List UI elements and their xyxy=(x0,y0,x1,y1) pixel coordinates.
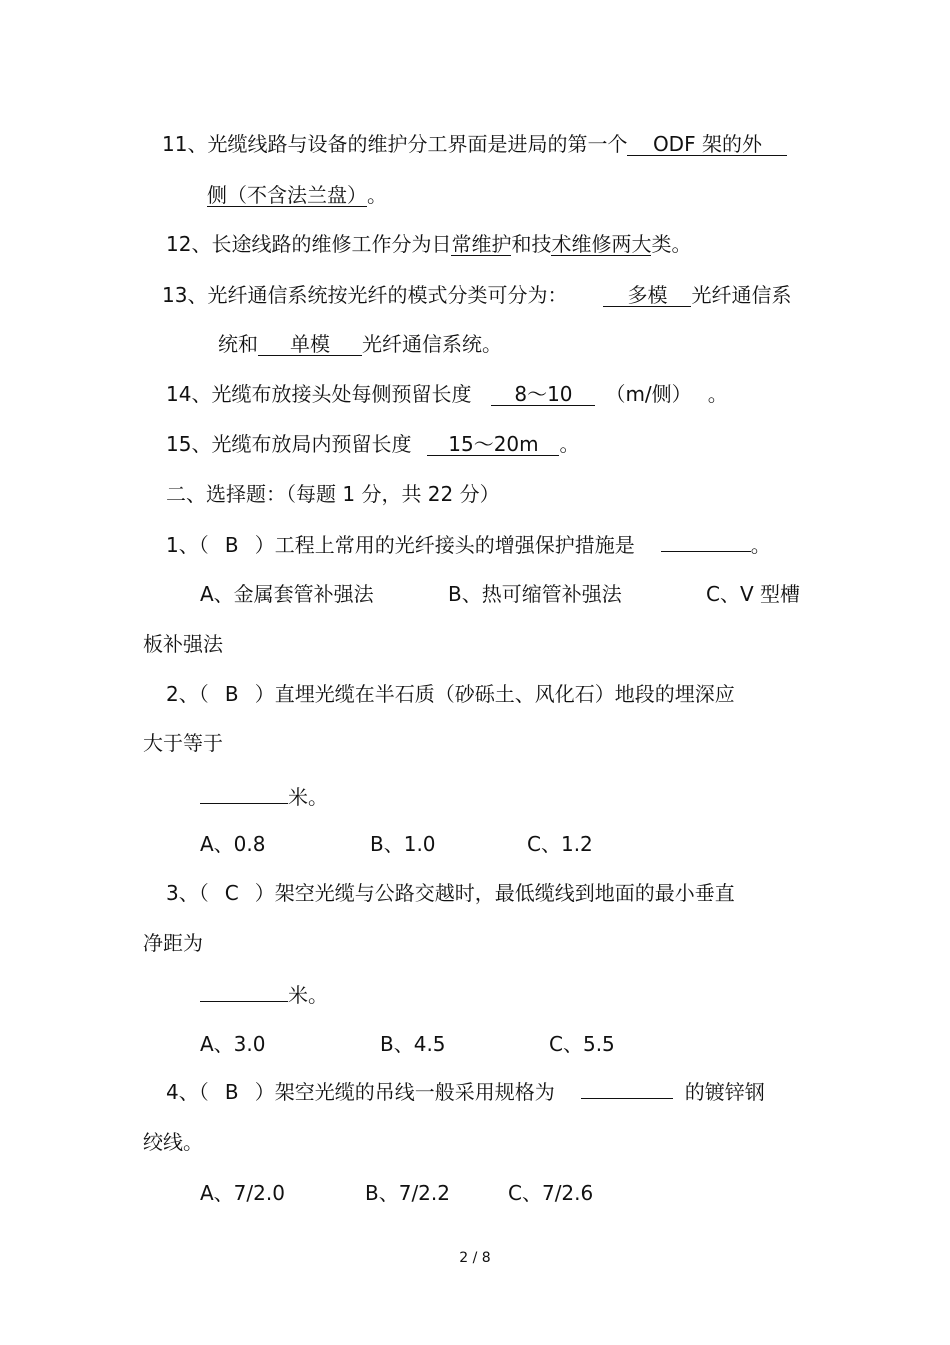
question-wrap: 净距为 xyxy=(143,931,203,955)
unit-text: 米。 xyxy=(288,983,328,1007)
paren: （ xyxy=(198,1080,209,1104)
question-15 xyxy=(166,432,579,456)
blank-line xyxy=(200,785,288,804)
question-14 xyxy=(166,382,728,406)
option-b: B、7/2.2 xyxy=(365,1181,450,1205)
question-text: 直埋光缆在半石质（砂砾土、风化石）地段的埋深应 xyxy=(274,682,735,706)
option-c: C、1.2 xyxy=(527,832,593,856)
paren: （ xyxy=(198,881,209,905)
paren: （ xyxy=(198,682,209,706)
question-wrap: 大于等于 xyxy=(143,731,223,755)
question-13-line-1 xyxy=(162,283,791,307)
option-a: A、7/2.0 xyxy=(200,1181,285,1205)
answer-blank: 常维护 xyxy=(451,232,512,256)
question-11-line-1 xyxy=(162,132,787,156)
option-b: B、热可缩管补强法 xyxy=(448,582,622,606)
paren: （ xyxy=(198,533,209,557)
section-title: 二、选择题：（每题 1 分，共 22 分） xyxy=(166,482,500,506)
blank-row xyxy=(200,785,328,809)
question-number: 12、 xyxy=(166,232,212,256)
choice-question-1 xyxy=(166,533,771,557)
question-text: 架空光缆的吊线一般采用规格为 xyxy=(274,1080,555,1104)
option-a: A、3.0 xyxy=(200,1032,266,1056)
choice-answer: B xyxy=(224,1080,239,1104)
question-number: 4、 xyxy=(166,1080,199,1104)
choice-question-4 xyxy=(166,1080,765,1104)
paren: ） xyxy=(254,1080,275,1104)
option-c: C、V 型槽 xyxy=(706,582,801,606)
question-number: 15、 xyxy=(166,432,212,456)
choice-answer: B xyxy=(224,682,239,706)
question-text: （m/侧） xyxy=(605,382,692,406)
unit-text: 米。 xyxy=(288,785,328,809)
question-text-end: 类。 xyxy=(651,232,692,256)
question-text-end: 。 xyxy=(559,432,580,456)
paren: ） xyxy=(254,533,275,557)
question-text: 光纤通信系 xyxy=(691,283,792,307)
question-number: 1、 xyxy=(166,533,199,557)
option-b: B、4.5 xyxy=(380,1032,446,1056)
answer-blank: 8～10 xyxy=(491,383,595,406)
question-text: 光缆布放接头处每侧预留长度 xyxy=(211,382,472,406)
question-13-line-2 xyxy=(218,332,502,356)
choice-question-2 xyxy=(166,682,735,706)
answer-blank: 术维修两大 xyxy=(551,232,652,256)
answer-blank: 单模 xyxy=(258,333,362,356)
option-a: A、0.8 xyxy=(200,832,266,856)
question-text-end: 。 xyxy=(750,533,771,557)
question-text: 光纤通信系统按光纤的模式分类可分为： xyxy=(207,283,568,307)
option-a: A、金属套管补强法 xyxy=(200,582,374,606)
option-b: B、1.0 xyxy=(370,832,436,856)
question-text: 架空光缆与公路交越时，最低缆线到地面的最小垂直 xyxy=(274,881,735,905)
blank-line xyxy=(581,1080,673,1099)
page-number: 2 / 8 xyxy=(459,1250,491,1266)
answer-blank: 15～20m xyxy=(427,433,559,456)
question-number: 14、 xyxy=(166,382,212,406)
question-number: 2、 xyxy=(166,682,199,706)
question-text: 统和 xyxy=(218,332,258,356)
question-text-end: 。 xyxy=(707,382,728,406)
question-text: 工程上常用的光纤接头的增强保护措施是 xyxy=(274,533,635,557)
option-c-wrap: 板补强法 xyxy=(143,632,223,656)
question-text: 的镀锌钢 xyxy=(684,1080,765,1104)
question-12 xyxy=(166,232,691,256)
blank-line xyxy=(661,533,751,552)
question-number: 3、 xyxy=(166,881,199,905)
blank-row xyxy=(200,983,328,1007)
choice-question-3 xyxy=(166,881,735,905)
choice-answer: B xyxy=(224,533,239,557)
paren: ） xyxy=(254,881,275,905)
question-text: 长途线路的维修工作分为日 xyxy=(211,232,452,256)
question-text-end: 。 xyxy=(367,183,387,207)
question-text: 光缆线路与设备的维护分工界面是进局的第一个 xyxy=(207,132,628,156)
answer-blank: 侧（不含法兰盘） xyxy=(207,183,367,207)
choice-answer: C xyxy=(224,881,239,905)
blank-line xyxy=(200,983,288,1002)
question-number: 11、 xyxy=(162,132,208,156)
question-number: 13、 xyxy=(162,283,208,307)
option-c: C、7/2.6 xyxy=(508,1181,594,1205)
question-text: 光缆布放局内预留长度 xyxy=(211,432,412,456)
answer-blank: 多模 xyxy=(603,284,691,307)
question-text: 和技 xyxy=(511,232,552,256)
answer-blank: ODF 架的外 xyxy=(627,133,787,156)
question-11-line-2 xyxy=(207,183,387,207)
question-wrap: 绞线。 xyxy=(143,1130,203,1154)
paren: ） xyxy=(254,682,275,706)
option-c: C、5.5 xyxy=(549,1032,615,1056)
question-text: 光纤通信系统。 xyxy=(362,332,502,356)
